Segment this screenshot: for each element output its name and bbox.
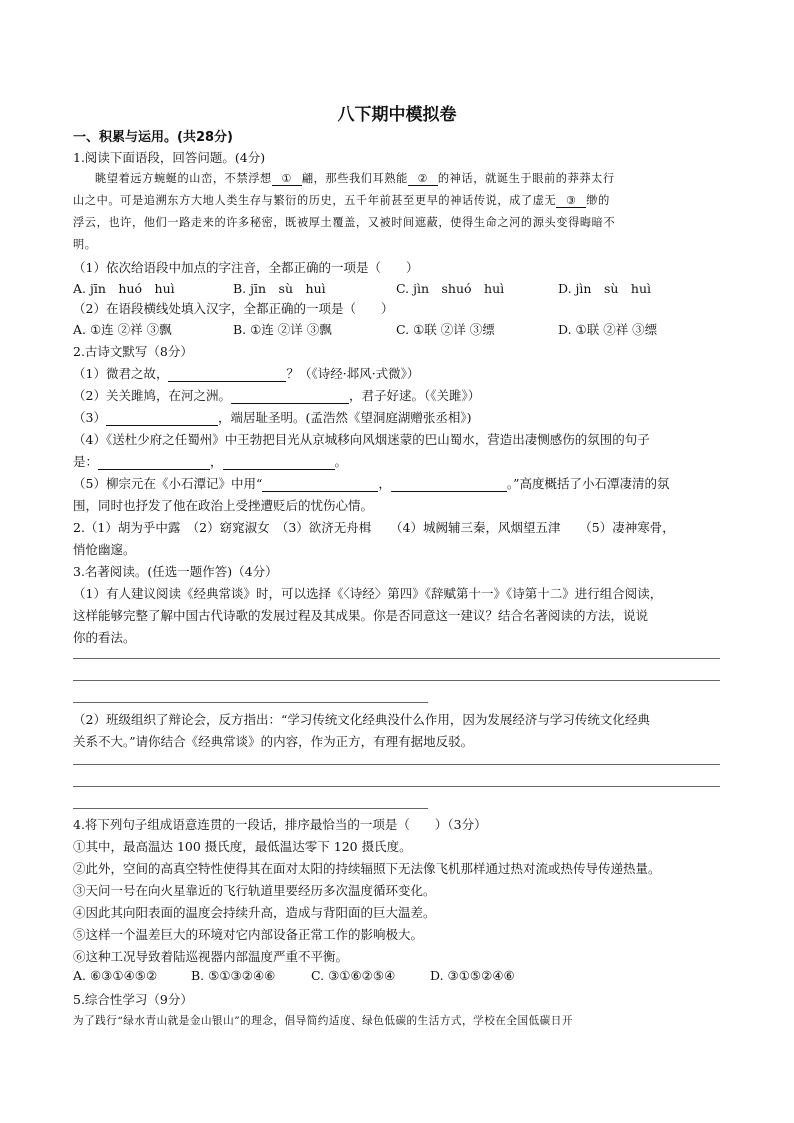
question-1-sub-1: （1）依次给语段中加点的字注音，全都正确的一项是（ ）	[73, 260, 419, 275]
recite-text: （3）	[73, 410, 106, 425]
option-b[interactable]: B. ①连 ②详 ③飘	[233, 322, 332, 337]
option-c[interactable]: C. jìn shuó huì	[396, 281, 505, 296]
answer-blank[interactable]	[98, 454, 210, 470]
answer-line[interactable]	[73, 764, 720, 765]
recite-text: （2）关关雎鸠，在河之洲。	[73, 388, 231, 403]
question-1-sub-2: （2）在语段横线处填入汉字，全都正确的一项是（ ）	[73, 301, 394, 316]
option-c[interactable]: C. ①联 ②详 ③缥	[396, 322, 495, 337]
recite-text: 是：	[73, 454, 99, 469]
question-3-sub-2-line-2: 关系不大。”请你结合《经典常谈》的内容，作为正方，有理有据地反驳。	[73, 734, 474, 749]
answer-line[interactable]	[73, 680, 720, 681]
page-title: 八下期中模拟卷	[337, 105, 457, 125]
option-c[interactable]: C. ③①⑥②⑤④	[311, 968, 396, 983]
sentence-item: ⑤这样一个温差巨大的环境对它内部设备正常工作的影响极大。	[73, 927, 424, 942]
recite-line-3	[73, 408, 471, 426]
option-d[interactable]: D. ①联 ②祥 ③缥	[558, 322, 658, 337]
passage-text: 山之中。可是追溯东方大地人类生存与繁衍的历史，五千年前甚至更早的神话传说，成了虚无	[73, 194, 557, 207]
recite-line-4: （4）《送杜少府之任蜀州》中王勃把目光从京城移向风烟迷蒙的巴山蜀水，营造出凄恻感伤的氛围的句子	[73, 432, 650, 447]
recite-line-1	[73, 364, 419, 382]
recite-text: ，端居耻圣明。(孟浩然《望洞庭湖赠张丞相》)	[217, 410, 472, 425]
recite-text: ，	[210, 454, 223, 469]
recite-line-5	[73, 474, 670, 492]
passage-line-2	[73, 192, 610, 208]
sentence-item: ①其中，最高温达 100 摄氏度，最低温达零下 120 摄氏度。	[73, 839, 412, 854]
blank-3[interactable]: ③	[556, 194, 586, 208]
passage-text: 翩，那些我们耳熟能	[301, 172, 408, 185]
question-3-sub-2-line-1: （2）班级组织了辩论会，反方指出：“学习传统文化经典没什么作用，因为发展经济与学习传统文化经典	[73, 712, 650, 727]
recite-text: ，君子好逑。（《关雎》）	[348, 388, 481, 403]
answer-blank[interactable]	[391, 476, 507, 492]
recite-text: ？（《诗经·邶风·式微》）	[286, 366, 420, 381]
option-b[interactable]: B. jīn sù huì	[233, 281, 326, 296]
sentence-item: ③天问一号在向火星靠近的飞行轨道里要经历多次温度循环变化。	[73, 883, 436, 898]
recite-text: （1）微君之故，	[73, 366, 169, 381]
passage-text: 的神话，就诞生于眼前的莽莽太行	[437, 172, 615, 185]
recite-line-4-cont	[73, 452, 347, 470]
option-d[interactable]: D. ③①⑤②④⑥	[430, 968, 515, 983]
question-3-stem: 3.名著阅读。(任选一题作答)（4分）	[73, 564, 278, 579]
passage-line-3: 浮云，也许，他们一路走来的许多秘密，既被厚土覆盖，又被时间遮蔽，使得生命之河的源头变得晦暗不	[73, 216, 616, 229]
answer-blank[interactable]	[231, 388, 349, 404]
question-5-stem: 5.综合性学习（9分）	[73, 992, 193, 1007]
question-3-sub-1-line-3: 你的看法。	[73, 630, 136, 645]
passage-line-4: 明。	[73, 238, 97, 251]
answer-key-line-1: 2.（1）胡为乎中露 （2）窈窕淑女 （3）欲济无舟楫 （4）城阙辅三秦，风烟望五津 （5）凄神寒骨，	[73, 520, 675, 535]
passage-text: 眺望着远方蜿蜒的山峦，不禁浮想	[95, 172, 272, 185]
blank-2[interactable]: ②	[408, 172, 438, 186]
sentence-item: ④因此其向阳表面的温度会持续升高，造成与背阳面的巨大温差。	[73, 905, 436, 920]
section-heading-1: 一、积累与运用。(共28分)	[73, 130, 233, 145]
recite-line-2	[73, 386, 480, 404]
question-1-stem: 1.阅读下面语段，回答问题。(4分)	[73, 150, 266, 165]
option-a[interactable]: A. jīn huó huì	[73, 281, 175, 296]
option-b[interactable]: B. ⑤①③②④⑥	[191, 968, 276, 983]
answer-line[interactable]	[73, 786, 720, 787]
recite-text: （5）柳宗元在《小石潭记》中用“	[73, 476, 263, 491]
recite-text: ，	[378, 476, 391, 491]
answer-line[interactable]	[73, 702, 428, 703]
blank-1[interactable]: ①	[272, 172, 302, 186]
option-a[interactable]: A. ⑥③①④⑤②	[73, 968, 158, 983]
recite-line-5-cont: 围，同时也抒发了他在政治上受挫遭贬后的忧伤心情。	[73, 498, 374, 513]
sentence-item: ⑥这种工况导致着陆巡视器内部温度严重不平衡。	[73, 949, 349, 964]
answer-blank[interactable]	[262, 476, 378, 492]
passage-text: 缈的	[586, 194, 610, 207]
recite-text: 。”高度概括了小石潭凄清的氛	[506, 476, 670, 491]
passage-line-1	[95, 170, 615, 186]
question-4-stem: 4.将下列句子组成语意连贯的一段话，排序最恰当的一项是（ ）（3分）	[73, 817, 487, 832]
question-5-line-1: 为了践行“绿水青山就是金山银山”的理念，倡导简约适度、绿色低碳的生活方式，学校在全国低碳日开	[73, 1015, 573, 1027]
answer-key-line-2: 悄怆幽邃。	[73, 542, 136, 557]
answer-line[interactable]	[73, 808, 428, 809]
question-3-sub-1-line-2: 这样能够完整了解中国古代诗歌的发展过程及其成果。你是否同意这一建议？结合名著阅读的方法，说说	[73, 608, 649, 623]
option-a[interactable]: A. ①连 ②祥 ③飘	[73, 322, 172, 337]
option-d[interactable]: D. jìn sù huì	[558, 281, 652, 296]
answer-blank[interactable]	[223, 454, 335, 470]
question-2-stem: 2.古诗文默写（8分）	[73, 344, 193, 359]
answer-blank[interactable]	[106, 410, 218, 426]
sentence-item: ②此外，空间的高真空特性使得其在面对太阳的持续辐照下无法像飞机那样通过热对流或热传导传递热量。	[73, 861, 661, 876]
recite-text: 。	[334, 454, 348, 469]
answer-line[interactable]	[73, 658, 720, 659]
question-3-sub-1-line-1: （1）有人建议阅读《经典常谈》时，可以选择《〈诗经〉第四》《辞赋第十一》《诗第十二》进行组合阅读，	[73, 586, 663, 601]
answer-blank[interactable]	[168, 366, 286, 382]
